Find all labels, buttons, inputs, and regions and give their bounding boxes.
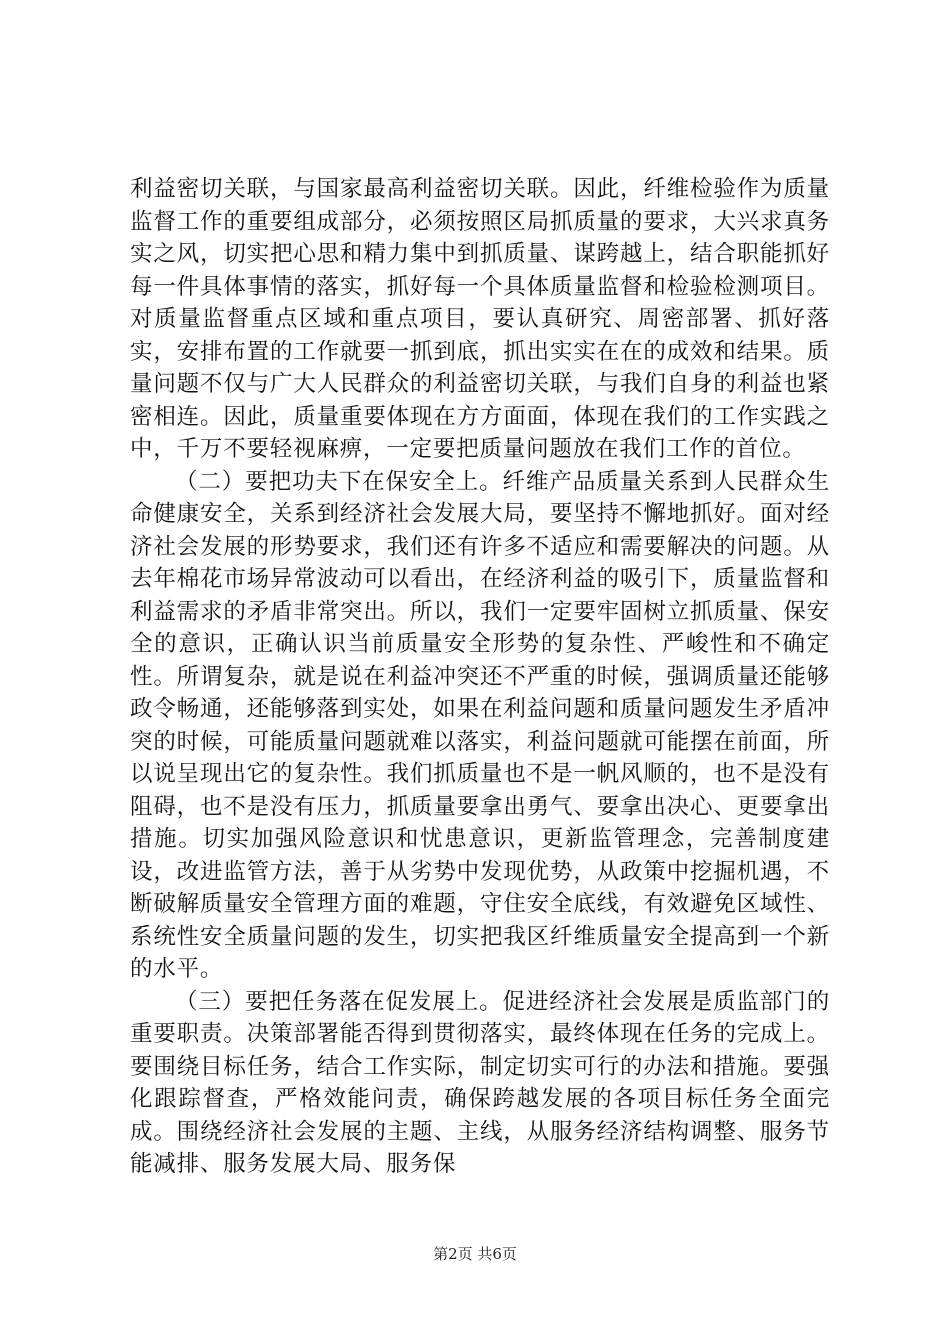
paragraph-section-two: （二）要把功夫下在保安全上。纤维产品质量关系到人民群众生命健康安全，关系到经济社会发展大局，要坚持不懈地抓好。面对经济社会发展的形势要求，我们还有许多不适应和需要解决的问题。从去年棉花市场异常波动可以看出，在经济利益的吸引下，质量监督和利益需求的矛盾非常突出。所以，我们一定要牢固树立抓质量、保安全的意识，正确认识当前质量安全形势的复杂性、严峻性和不确定性。所谓复杂，就是说在利益冲突还不严重的时候，强调质量还能够政令畅通，还能够落到实处，如果在利益问题和质量问题发生矛盾冲突的时候，可能质量问题就难以落实，利益问题就可能摆在前面，所以说呈现出它的复杂性。我们抓质量也不是一帆风顺的，也不是没有阻碍，也不是没有压力，抓质量要拿出勇气、要拿出决心、更要拿出措施。切实加强风险意识和忧患意识，更新监管理念，完善制度建设，改进监管方法，善于从劣势中发现优势，从政策中挖掘机遇，不断破解质量安全管理方面的难题，守住安全底线，有效避免区域性、系统性安全质量问题的发生，切实把我区纤维质量安全提高到一个新的水平。	[130, 468, 830, 982]
paragraph-section-three: （三）要把任务落在促发展上。促进经济社会发展是质监部门的重要职责。决策部署能否得到贯彻落实，最终体现在任务的完成上。要围绕目标任务，结合工作实际，制定切实可行的办法和措施。要强化跟踪督查，严格效能问责，确保跨越发展的各项目标任务全面完成。围绕经济社会发展的主题、主线，从服务经济结构调整、服务节能减排、服务发展大局、服务保	[130, 988, 830, 1177]
paragraph-continued: 利益密切关联，与国家最高利益密切关联。因此，纤维检验作为质量监督工作的重要组成部分，必须按照区局抓质量的要求，大兴求真务实之风，切实把心思和精力集中到抓质量、谋跨越上，结合职能抓好每一件具体事情的落实，抓好每一个具体质量监督和检验检测项目。对质量监督重点区域和重点项目，要认真研究、周密部署、抓好落实，安排布置的工作就要一抓到底，抓出实实在在的成效和结果。质量问题不仅与广大人民群众的利益密切关联，与我们自身的利益也紧密相连。因此，质量重要体现在方方面面，体现在我们的工作实践之中，千万不要轻视麻痹，一定要把质量问题放在我们工作的首位。	[130, 176, 830, 462]
page-footer	[0, 1244, 950, 1264]
page-number-label: 第2页 共6页	[433, 1245, 517, 1263]
document-body	[130, 173, 830, 1181]
